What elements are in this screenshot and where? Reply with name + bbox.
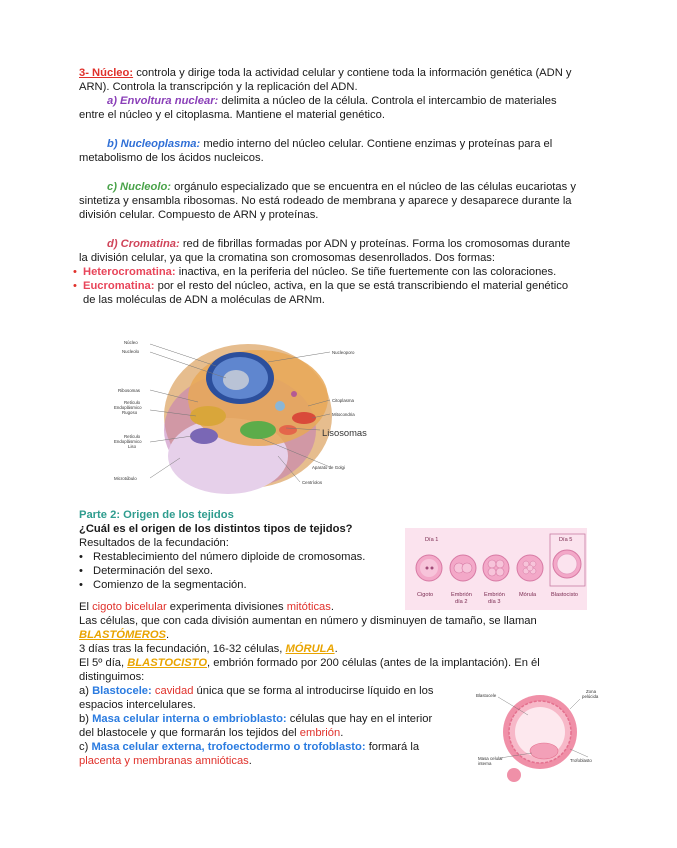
masa-interna-line: b) Masa celular interna o embrioblasto: células que hay en el interior (79, 713, 433, 725)
resultado-item: • Restablecimiento del número diploide de cromosomas. (79, 551, 366, 563)
blastocyst-figure (470, 685, 606, 785)
vesicle (291, 391, 297, 397)
blastocisto-line: El 5º día, BLASTOCISTO, embrión formado por 200 células (antes de la implantación). En él (79, 657, 540, 669)
stage-label-embrion2: Embrión (451, 592, 472, 598)
cromatina: d) Cromatina: red de fibrillas formadas por ADN y proteínas. Forma los cromosomas durante (107, 238, 571, 250)
label-dia5: Día 5 (559, 537, 573, 543)
parte2-question: ¿Cuál es el origen de los distintos tipos de tejidos? (79, 523, 353, 535)
blastomere (488, 560, 496, 568)
parte2-section: Parte 2: Origen de los tejidos ¿Cuál es el origen de los distintos tipos de tejidos? Resultados de la fecundación: • Restablecimiento del número diploide de cromosomas. • Determinación del sexo. • Comienzo de la segmentación. El cigoto bicelular experimenta divisiones mitóticas. Las células, que con cada división aumentan en número y disminuyen de tamaño, se llaman BLASTÓMEROS. 3 días tras la fecundación, 16-32 células, MÓRULA. El 5º día, BLASTOCISTO, embrión formado por 200 células (antes de la implantación). En él distinguimos: a) Blastocele: cavidad única que se forma al introducirse líquido en los espacios intercelulares. b) Masa celular interna o embrioblasto: células que hay en el interior del blastocele y que formarán los tejidos del embrión. c) Masa celular externa, trofoectodermo o trofoblasto: formará la placenta y membranas amnióticas. (79, 508, 559, 768)
blastomere (496, 568, 504, 576)
nucleolo: c) Nucleolo: orgánulo especializado que se encuentra en el núcleo de las células eucariotas y (107, 181, 576, 193)
envoltura-nuclear: a) Envoltura nuclear: delimita a núcleo de la célula. Controla el intercambio de materiales (107, 95, 557, 107)
label-microtubulo: Microtúbulo (114, 476, 137, 481)
stage-label-embrion3: Embrión (484, 592, 505, 598)
cigoto-pronucleus (426, 567, 429, 570)
nucleoplasma: b) Nucleoplasma: medio interno del núcleo celular. Contiene enzimas y proteínas para el (107, 138, 553, 150)
label-pelucida: pelúcida (582, 694, 599, 699)
label-lisosomas: Lisosomas (322, 427, 367, 438)
masa-externa-line: c) Masa celular externa, trofoectodermo o trofoblasto: formará la (79, 741, 420, 753)
morula-line: 3 días tras la fecundación, 16-32 células, MÓRULA. (79, 643, 338, 655)
eucromatina: • Eucromatina: por el resto del núcleo, activa, en la que se está transcribiendo el material genético (73, 280, 569, 292)
label-dia1: Día 1 (425, 537, 439, 543)
blastocele-line: a) Blastocele: cavidad única que se forma al introducirse líquido en los (79, 685, 434, 697)
label-masa-celular: Masa celular (478, 756, 503, 761)
label-rer-2: Endoplásmico (114, 405, 142, 410)
embryo-stages-figure (405, 528, 587, 610)
blastomere (462, 563, 472, 573)
parte2-heading: Parte 2: Origen de los tejidos (79, 509, 234, 521)
label-blastocele: Blastocele (476, 693, 497, 698)
cigoto-line: El cigoto bicelular experimenta divisiones mitóticas. (79, 601, 334, 613)
cell-diagram (108, 318, 388, 500)
nucleo-intro: 3- Núcleo: controla y dirige toda la actividad celular y contiene toda la información genética (ADN y (79, 67, 572, 79)
resultado-item: • Comienzo de la segmentación. (79, 579, 247, 591)
stage-sub-dia3: día 3 (488, 599, 501, 605)
label-citoplasma: Citoplasma (332, 398, 354, 403)
label-trofoblasto: Trofoblasto (570, 758, 592, 763)
blastomere (488, 568, 496, 576)
label-rer-3: Rugoso (122, 410, 138, 415)
decorative-sphere (507, 768, 521, 782)
blastomeros-line: BLASTÓMEROS. (79, 629, 170, 641)
resultado-item: • Determinación del sexo. (79, 565, 214, 577)
label-nucleo: Núcleo (124, 340, 138, 345)
label-interna: interna (478, 761, 492, 766)
label-rel-2: Endoplásmico (114, 439, 142, 444)
nucleo-heading: 3- Núcleo: (79, 67, 134, 79)
stage-sub-dia2: día 2 (455, 599, 468, 605)
cigoto-inner (420, 559, 438, 577)
masa-celular-interna (530, 743, 558, 759)
mitochondria-2 (279, 425, 297, 435)
label-golgi: Aparato de Golgi (312, 465, 345, 470)
golgi (240, 421, 276, 439)
nucleolus (223, 370, 249, 390)
label-zona: Zona (586, 689, 597, 694)
stage-label-cigoto: Cigoto (417, 592, 434, 598)
label-nucleoporo: Nucleoporo (332, 350, 355, 355)
embrion-dia3-shape (483, 555, 509, 581)
label-rel-1: Retículo (124, 434, 141, 439)
blastomere (527, 565, 533, 571)
stage-label-blastocisto: Blastocisto (551, 592, 579, 598)
blastomere (496, 560, 504, 568)
label-rer-1: Retículo (124, 400, 141, 405)
label-nucleolo: Nucleolo (122, 349, 140, 354)
resultados: Resultados de la fecundación: (79, 537, 229, 549)
cigoto-pronucleus-2 (431, 567, 434, 570)
blastocisto-cavity (557, 554, 577, 574)
label-rel-3: Liso (128, 444, 137, 449)
label-mitocondria: Mitocondria (332, 412, 355, 417)
nucleo-section: 3- Núcleo: controla y dirige toda la actividad celular y contiene toda la información genética (ADN y ARN). Controla la transcripción y la replicación del ADN. a) Envoltura nuclear: delimita a núcleo de la célula. Controla el intercambio de materiales entre el núcleo y el citoplasma. Mantiene el material genético. b) Nucleoplasma: medio interno del núcleo celular. Contiene enzimas y proteínas para el metabolismo de los ácidos nucleicos. c) Nucleolo: orgánulo especializado que se encuentra en el núcleo de las células eucariotas y sintetiza y ensambla ribosomas. No está rodeado de membrana y aparece y desaparece durante la división celular. Compuesto de ARN y proteínas. d) Cromatina: red de fibrillas formadas por ADN y proteínas. Forma los cromosomas durante la división celular, ya que la cromatina son cromosomas desenrollados. Dos formas: • Heterocromatina: inactiva, en la periferia del núcleo. Se tiñe fuertemente con las coloraciones. • Eucromatina: por el resto del núcleo, activa, en la que se está transcribiendo el material genético de las moléculas de ADN a moléculas de ARNm. (79, 66, 599, 307)
label-ribosomas: Ribosomas (118, 388, 140, 393)
heterocromatina: • Heterocromatina: inactiva, en la periferia del núcleo. Se tiñe fuertemente con las coloraciones. (73, 266, 557, 278)
label-centriolos: Centríolos (302, 480, 323, 485)
lysosome (275, 401, 285, 411)
stage-label-morula: Mórula (519, 592, 537, 598)
smooth-er (190, 428, 218, 444)
